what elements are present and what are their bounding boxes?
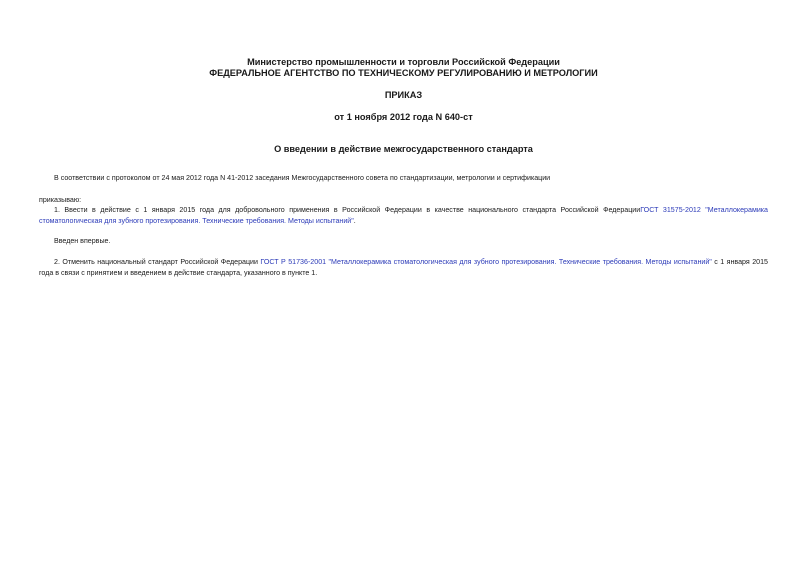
gost-31575-2012-link[interactable]: ГОСТ 31575-2012 "Металлокерамика стоматологическая для зубного протезирования. Технические требования. Методы испытаний" — [39, 206, 768, 225]
item-1-paragraph — [39, 205, 768, 226]
intro-paragraph: В соответствии с протоколом от 24 мая 2012 года N 41-2012 заседания Межгосударственного совета по стандартизации, метрологии и сертификации — [54, 174, 551, 182]
ministry-name: Министерство промышленности и торговли Российской Федерации — [247, 57, 560, 67]
item-2-paragraph — [39, 257, 768, 278]
agency-name: ФЕДЕРАЛЬНОЕ АГЕНТСТВО ПО ТЕХНИЧЕСКОМУ РЕГУЛИРОВАНИЮ И МЕТРОЛОГИИ — [209, 68, 598, 78]
item-2-text-end: с 1 января 2015 года в связи с принятием и введением в действие стандарта, указанного в пункте 1. — [39, 258, 768, 277]
item-2-text: 2. Отменить национальный стандарт Российской Федерации — [54, 258, 261, 266]
document-type: ПРИКАЗ — [384, 90, 423, 100]
order-word: приказываю: — [39, 196, 82, 204]
document-subject: О введении в действие межгосударственного стандарта — [274, 144, 533, 154]
document-date-number: от 1 ноября 2012 года N 640-ст — [334, 112, 473, 122]
gost-r-51736-2001-link[interactable]: ГОСТ Р 51736-2001 "Металлокерамика стоматологическая для зубного протезирования. Технические требования. Методы испытаний" — [260, 258, 712, 266]
item-1-text-end: . — [353, 216, 356, 225]
item-1-text: 1. Ввести в действие с 1 января 2015 года для добровольного применения в Российской Федерации в качестве национального стандарта Российской Федерации — [54, 206, 641, 214]
first-time-note: Введен впервые. — [54, 237, 111, 245]
